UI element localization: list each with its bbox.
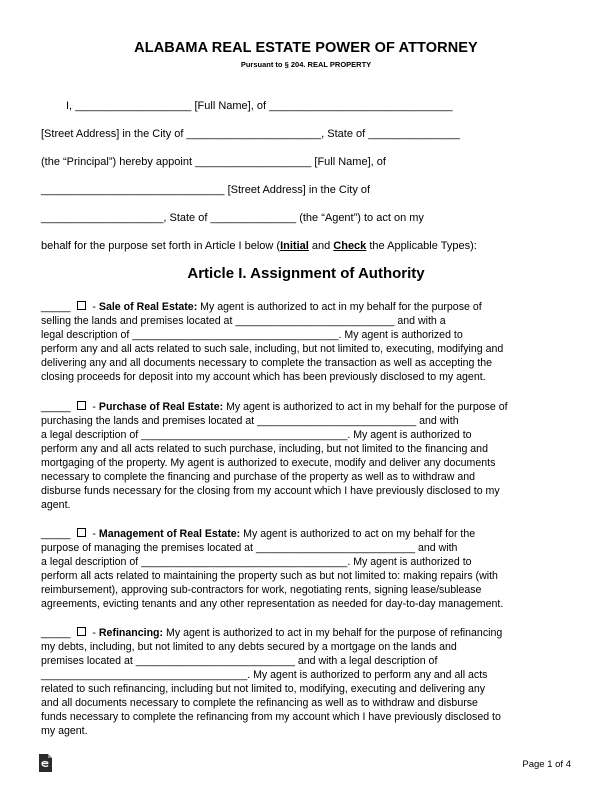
full-name-label: [Full Name], of xyxy=(194,100,267,112)
refinancing-checkbox[interactable] xyxy=(77,627,86,636)
management-checkbox[interactable] xyxy=(77,528,86,537)
principal-address-field[interactable]: ______________________________ xyxy=(269,100,453,112)
sale-line-1 xyxy=(41,300,482,314)
purchase-dash: - xyxy=(92,401,96,413)
refinancing-line-2: my debts, including, but not limited to any debts secured by a mortgage on the lands and xyxy=(41,641,457,653)
refinancing-line-4: ___________________________________. My agent is authorized to perform any and all acts xyxy=(41,669,488,681)
agent-address-field[interactable]: ______________________________ xyxy=(41,184,225,196)
agent-name-field[interactable]: ___________________ xyxy=(195,156,312,168)
sale-line-6: closing proceeds for deposit into my account which has been previously disclosed to my agent. xyxy=(41,371,486,383)
street-address-label-2: [Street Address] in the City of xyxy=(227,184,371,196)
full-name-label-2: [Full Name], of xyxy=(314,156,386,168)
refinancing-title: Refinancing: xyxy=(98,627,164,639)
management-title: Management of Real Estate: xyxy=(98,528,241,540)
and-word: and xyxy=(308,240,334,252)
refinancing-line-7: funds necessary to complete the refinancing from my account which I have previously disclosed to xyxy=(41,711,501,723)
purchase-text: My agent is authorized to act in my behalf for the purpose of xyxy=(223,401,508,413)
sale-line-2: selling the lands and premises located at ___________________________ and with a xyxy=(41,315,446,327)
management-line-6: agreements, evicting tenants and any other representation as needed for day-to-day management. xyxy=(41,598,504,610)
agent-state-field[interactable]: ______________ xyxy=(210,212,297,224)
instruction-text-end: the Applicable Types): xyxy=(366,240,477,252)
intro-line-6 xyxy=(41,240,477,252)
purchase-line-3: a legal description of ___________________________________. My agent is authorized to xyxy=(41,429,472,441)
state-label-2: State of xyxy=(169,212,208,224)
purchase-line-2: purchasing the lands and premises located at ___________________________ and with xyxy=(41,415,459,427)
management-line-5: reimbursement), approving sub-contractors for work, negotiating rents, signing lease/sublease xyxy=(41,584,482,596)
purchase-line-4: perform any and all acts related to such purchase, including, but not limited to the financing and xyxy=(41,443,488,455)
management-line-1 xyxy=(41,527,475,541)
agent-city-field[interactable]: ____________________, xyxy=(41,212,167,224)
management-text: My agent is authorized to act on my behalf for the xyxy=(240,528,476,540)
refinancing-line-3: premises located at ___________________________ and with a legal description of xyxy=(41,655,438,667)
intro-line-4 xyxy=(41,184,370,196)
sale-dash: - xyxy=(92,301,96,313)
page-number: Page 1 of 4 xyxy=(522,759,571,770)
refinancing-line-1 xyxy=(41,626,502,640)
sale-checkbox[interactable] xyxy=(77,301,86,310)
check-word: Check xyxy=(333,240,367,252)
refinancing-dash: - xyxy=(92,627,96,639)
initial-word: Initial xyxy=(280,240,309,252)
agent-label: (the “Agent”) to act on my xyxy=(299,212,424,224)
management-initial-field[interactable]: _____ xyxy=(41,528,71,540)
refinancing-line-8: my agent. xyxy=(41,725,88,737)
principal-state-field[interactable]: _______________ xyxy=(368,128,460,140)
document-title: ALABAMA REAL ESTATE POWER OF ATTORNEY xyxy=(134,40,478,56)
purchase-line-5: mortgaging of the property. My agent is authorized to execute, modify and deliver any documents xyxy=(41,457,496,469)
sale-line-5: delivering any and all documents necessary to complete the transaction as well as accepting the xyxy=(41,357,493,369)
instruction-text: behalf for the purpose set forth in Article I below ( xyxy=(41,240,281,252)
management-line-3: a legal description of ___________________________________. My agent is authorized to xyxy=(41,556,472,568)
state-label: State of xyxy=(327,128,366,140)
purchase-line-6: necessary to complete the financing and purchase of the property as well as to withdraw and xyxy=(41,471,476,483)
eforms-logo-icon xyxy=(38,754,52,772)
refinancing-line-5: related to such refinancing, including but not limited to, modifying, executing and delivering any xyxy=(41,683,486,695)
purchase-line-7: disburse funds necessary for the closing from my account which I have previously disclosed to my xyxy=(41,485,500,497)
intro-line-1 xyxy=(66,100,453,112)
street-address-label: [Street Address] in the City of xyxy=(41,128,184,140)
purchase-checkbox[interactable] xyxy=(77,401,86,410)
purchase-line-8: agent. xyxy=(41,499,71,511)
sale-title: Sale of Real Estate: xyxy=(98,301,198,313)
article-heading: Article I. Assignment of Authority xyxy=(187,265,425,282)
intro-line-5 xyxy=(41,212,424,224)
management-line-4: perform all acts related to maintaining the property such as but not limited to: making repairs (with xyxy=(41,570,498,582)
purchase-initial-field[interactable]: _____ xyxy=(41,401,71,413)
sale-text: My agent is authorized to act in my behalf for the purpose of xyxy=(197,301,482,313)
document-subtitle: Pursuant to § 204. REAL PROPERTY xyxy=(240,60,372,69)
intro-line-2 xyxy=(41,128,460,140)
intro-i: I, xyxy=(66,100,73,112)
refinancing-initial-field[interactable]: _____ xyxy=(41,627,71,639)
purchase-title: Purchase of Real Estate: xyxy=(98,401,224,413)
sale-initial-field[interactable]: _____ xyxy=(41,301,71,313)
principal-city-field[interactable]: ______________________, xyxy=(186,128,325,140)
purchase-line-1 xyxy=(41,400,508,414)
management-line-2: purpose of managing the premises located at ___________________________ and with xyxy=(41,542,458,554)
intro-line-3 xyxy=(41,156,386,168)
principal-label: (the “Principal”) hereby appoint xyxy=(41,156,193,168)
sale-line-4: perform any and all acts related to such sale, including, but not limited to, executing, modifying and xyxy=(41,343,504,355)
management-dash: - xyxy=(92,528,96,540)
refinancing-text: My agent is authorized to act in my behalf for the purpose of refinancing xyxy=(163,627,503,639)
sale-line-3: legal description of ___________________________________. My agent is authorized to xyxy=(41,329,463,341)
refinancing-line-6: and all documents necessary to complete the refinancing as well as to withdraw and disburse xyxy=(41,697,478,709)
principal-name-field[interactable]: ___________________ xyxy=(75,100,192,112)
